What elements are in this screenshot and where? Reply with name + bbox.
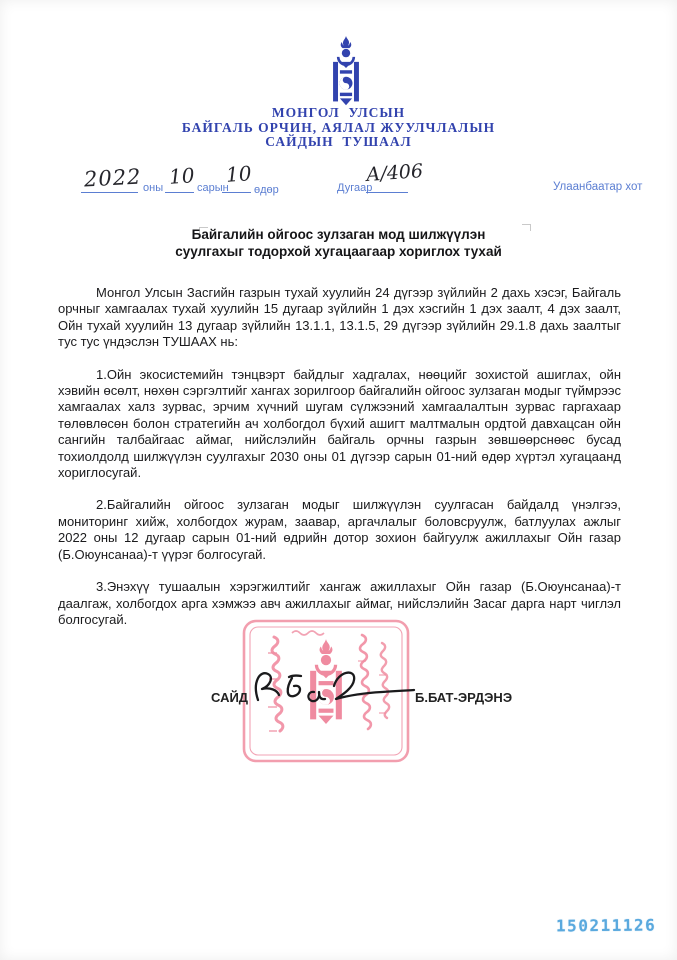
- soyombo-emblem-icon: [323, 36, 369, 106]
- preamble-paragraph: Монгол Улсын Засгийн газрын тухай хуулийн 24 дүгээр зүйлийн 2 дахь хэсэг, Байгаль орчныг хамгаалах тухай хуулийн 15 дугаар зүйлийн 1 дэх хэсгийн 1 дэх заалт, 4 дэх заалт, Ойн тухай хуулийн 13 дугаар зүйлийн 13.1.1, 13.1.5, 29 дүгээр зүйлийн 29.1.8 дахь заалтыг тус тус үндэслэн ТУШААХ нь:: [58, 285, 621, 350]
- org-name-line3: САЙДЫН ТУШААЛ: [265, 134, 412, 149]
- city-label: Улаанбаатар хот: [553, 181, 643, 193]
- decree-number-value: А/406: [365, 160, 424, 186]
- date-year-value: 2022: [83, 164, 143, 192]
- month-label: сарын: [197, 182, 229, 194]
- day-label: өдөр: [254, 184, 279, 196]
- order-item-3: 3.Энэхүү тушаалын хэрэгжилтийг хангаж ажиллахыг Ойн газар (Б.Оюунсанаа)-т даалгаж, холбогдох арга хэмжээ авч ажиллахыг аймаг, нийслэлийн Засаг дарга нарт чиглэл болгосугай.: [58, 579, 621, 627]
- signer-role-label: САЙД: [211, 690, 249, 705]
- year-underline: [81, 192, 138, 193]
- registry-number-stamp: 150211126: [555, 915, 657, 936]
- title-line1: Байгалийн ойгоос зулзаган мод шилжүүлэн: [191, 227, 486, 242]
- document-body: [58, 285, 621, 644]
- org-name-line2: БАЙГАЛЬ ОРЧИН, АЯЛАЛ ЖУУЛЧЛАЛЫН: [181, 119, 496, 135]
- title-line2: суулгахыг тодорхой хугацаагаар хориглох тухай: [175, 244, 502, 259]
- order-item-2: 2.Байгалийн ойгоос зулзаган модыг шилжүүлэн суулгасан байдалд үнэлгээ, мониторинг хийж, холбогдох журам, заавар, аргачлалыг боловсруулж, батлуулах ажлыг 2022 оны 12 дугаар сарын 01-ний өдрийн дотор зохион байгуулж ажиллахыг Ойн газар (Б.Оюунсанаа)-т үүрэг болгосугай.: [58, 497, 621, 562]
- year-label: оны: [143, 182, 164, 194]
- document-title: [0, 226, 677, 260]
- minister-signature-icon: [246, 664, 418, 716]
- letterhead: [0, 106, 677, 150]
- date-day-value: 10: [225, 161, 253, 187]
- number-underline: [366, 192, 408, 193]
- date-month-value: 10: [168, 163, 196, 189]
- signer-name: Б.БАТ-ЭРДЭНЭ: [415, 690, 513, 705]
- month-underline: [165, 192, 194, 193]
- number-label: Дугаар: [337, 182, 373, 194]
- order-item-1: 1.Ойн экосистемийн тэнцвэрт байдлыг хадгалах, нөөцийг зохистой ашиглах, ойн хэвийн өсөлт, нөхөн сэргэлтийг хангах зорилгоор байгалийн ойгоос зулзаган модыг түймрээс хамгаалах халз зурвас, эрчим хүчний шугам сүлжээний хамгаалалтын зурвас гаргахаар төлөвлөсөн болон стратегийн ач холбогдол бүхий ашигт малтмалын ордтой давхацсан ойн сангийн талбайгаас аймаг, нийслэлийн байгаль орчны газрын зөвшөөрснөөс бусад тохиолдолд шилжүүлэн суулгахыг 2030 оны 01 дүгээр сарын 01-ний өдөр хүртэл хугацаанд хориглосугай.: [58, 366, 621, 481]
- org-name-line1: МОНГОЛ УЛСЫН: [271, 105, 406, 120]
- day-underline: [222, 192, 251, 193]
